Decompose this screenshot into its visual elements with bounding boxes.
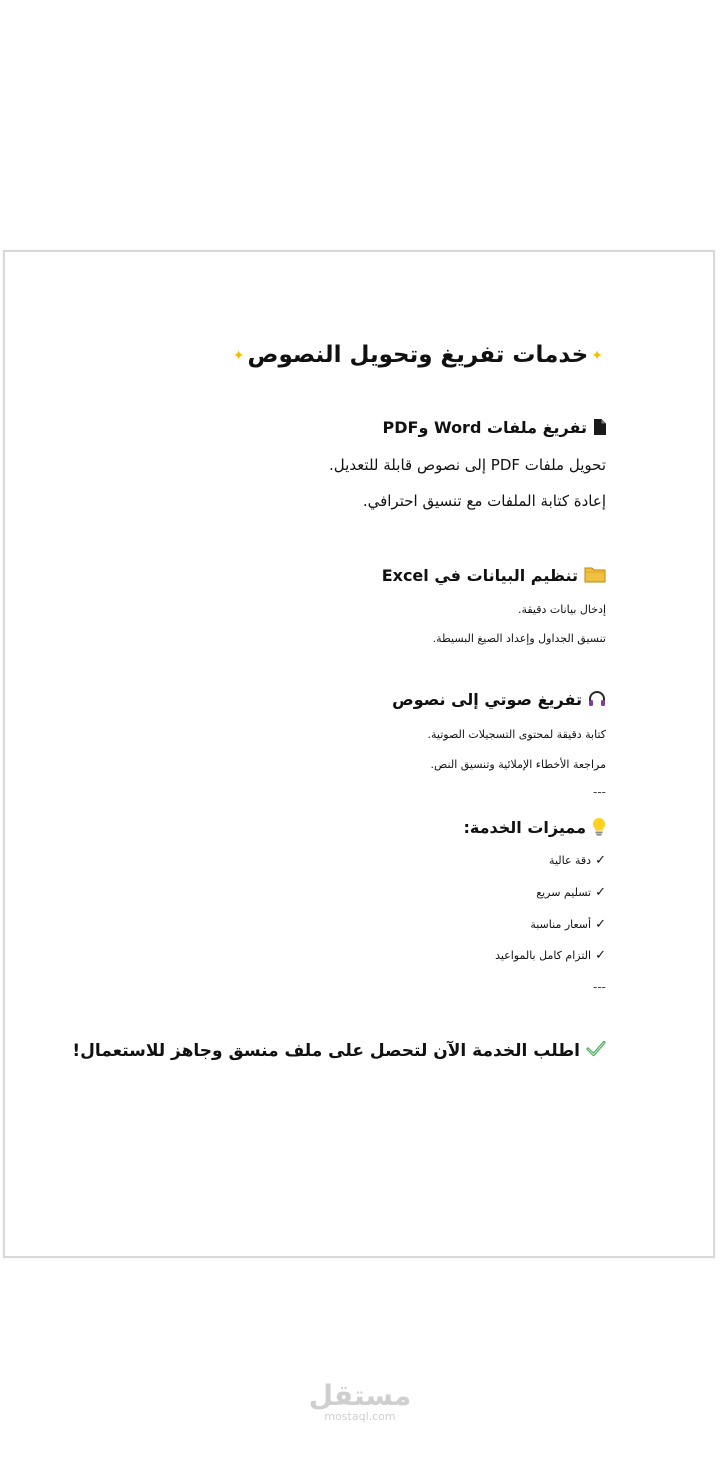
document-title bbox=[230, 342, 606, 368]
document-icon bbox=[593, 419, 606, 439]
check-icon: ✓ bbox=[595, 885, 606, 900]
feature-item bbox=[536, 885, 606, 900]
features-heading-text: مميزات الخدمة: bbox=[463, 818, 586, 837]
sparkle-icon: ✦ bbox=[591, 347, 603, 364]
sparkle-icon: ✦ bbox=[232, 347, 245, 364]
call-to-action bbox=[72, 1040, 606, 1062]
separator: --- bbox=[593, 785, 606, 799]
section-heading-text: تفريغ صوتي إلى نصوص bbox=[392, 690, 582, 709]
headphones-icon bbox=[588, 690, 606, 711]
document-page bbox=[3, 250, 715, 1258]
list-item: كتابة دقيقة لمحتوى التسجيلات الصوتية. bbox=[427, 728, 606, 741]
feature-item bbox=[530, 917, 606, 932]
section-heading bbox=[382, 566, 606, 587]
feature-item-text: التزام كامل بالمواعيد bbox=[495, 949, 592, 962]
section-heading-text: تنظيم البيانات في Excel bbox=[381, 566, 578, 585]
folder-icon bbox=[584, 566, 606, 587]
check-icon: ✓ bbox=[595, 853, 606, 868]
checkmark-icon bbox=[586, 1040, 606, 1062]
list-item: تنسيق الجداول وإعداد الصيغ البسيطة. bbox=[432, 632, 606, 645]
mostaql-watermark bbox=[0, 1379, 720, 1424]
feature-item bbox=[495, 948, 606, 963]
cta-text: اطلب الخدمة الآن لتحصل على ملف منسق وجاهز للاستعمال! bbox=[72, 1041, 580, 1061]
lightbulb-icon bbox=[592, 817, 606, 840]
watermark-logo-text: مستقل bbox=[308, 1379, 412, 1412]
feature-item-text: تسليم سريع bbox=[536, 886, 592, 899]
feature-item-text: أسعار مناسبة bbox=[530, 918, 592, 931]
list-item: مراجعة الأخطاء الإملائية وتنسيق النص. bbox=[430, 758, 606, 771]
watermark-url: mostaql.com bbox=[324, 1410, 396, 1423]
list-item: إعادة كتابة الملفات مع تنسيق احترافي. bbox=[362, 492, 606, 510]
section-heading bbox=[392, 690, 606, 711]
section-heading-text: تفريغ ملفات Word وPDF bbox=[382, 418, 587, 437]
check-icon: ✓ bbox=[595, 917, 606, 932]
list-item: إدخال بيانات دقيقة. bbox=[517, 603, 606, 616]
section-heading bbox=[383, 418, 606, 439]
feature-item bbox=[549, 853, 606, 868]
title-text: خدمات تفريغ وتحويل النصوص bbox=[247, 342, 589, 368]
features-heading bbox=[463, 817, 606, 840]
list-item: تحويل ملفات PDF إلى نصوص قابلة للتعديل. bbox=[329, 456, 606, 474]
separator: --- bbox=[593, 980, 606, 994]
feature-item-text: دقة عالية bbox=[549, 854, 592, 867]
check-icon: ✓ bbox=[595, 948, 606, 963]
